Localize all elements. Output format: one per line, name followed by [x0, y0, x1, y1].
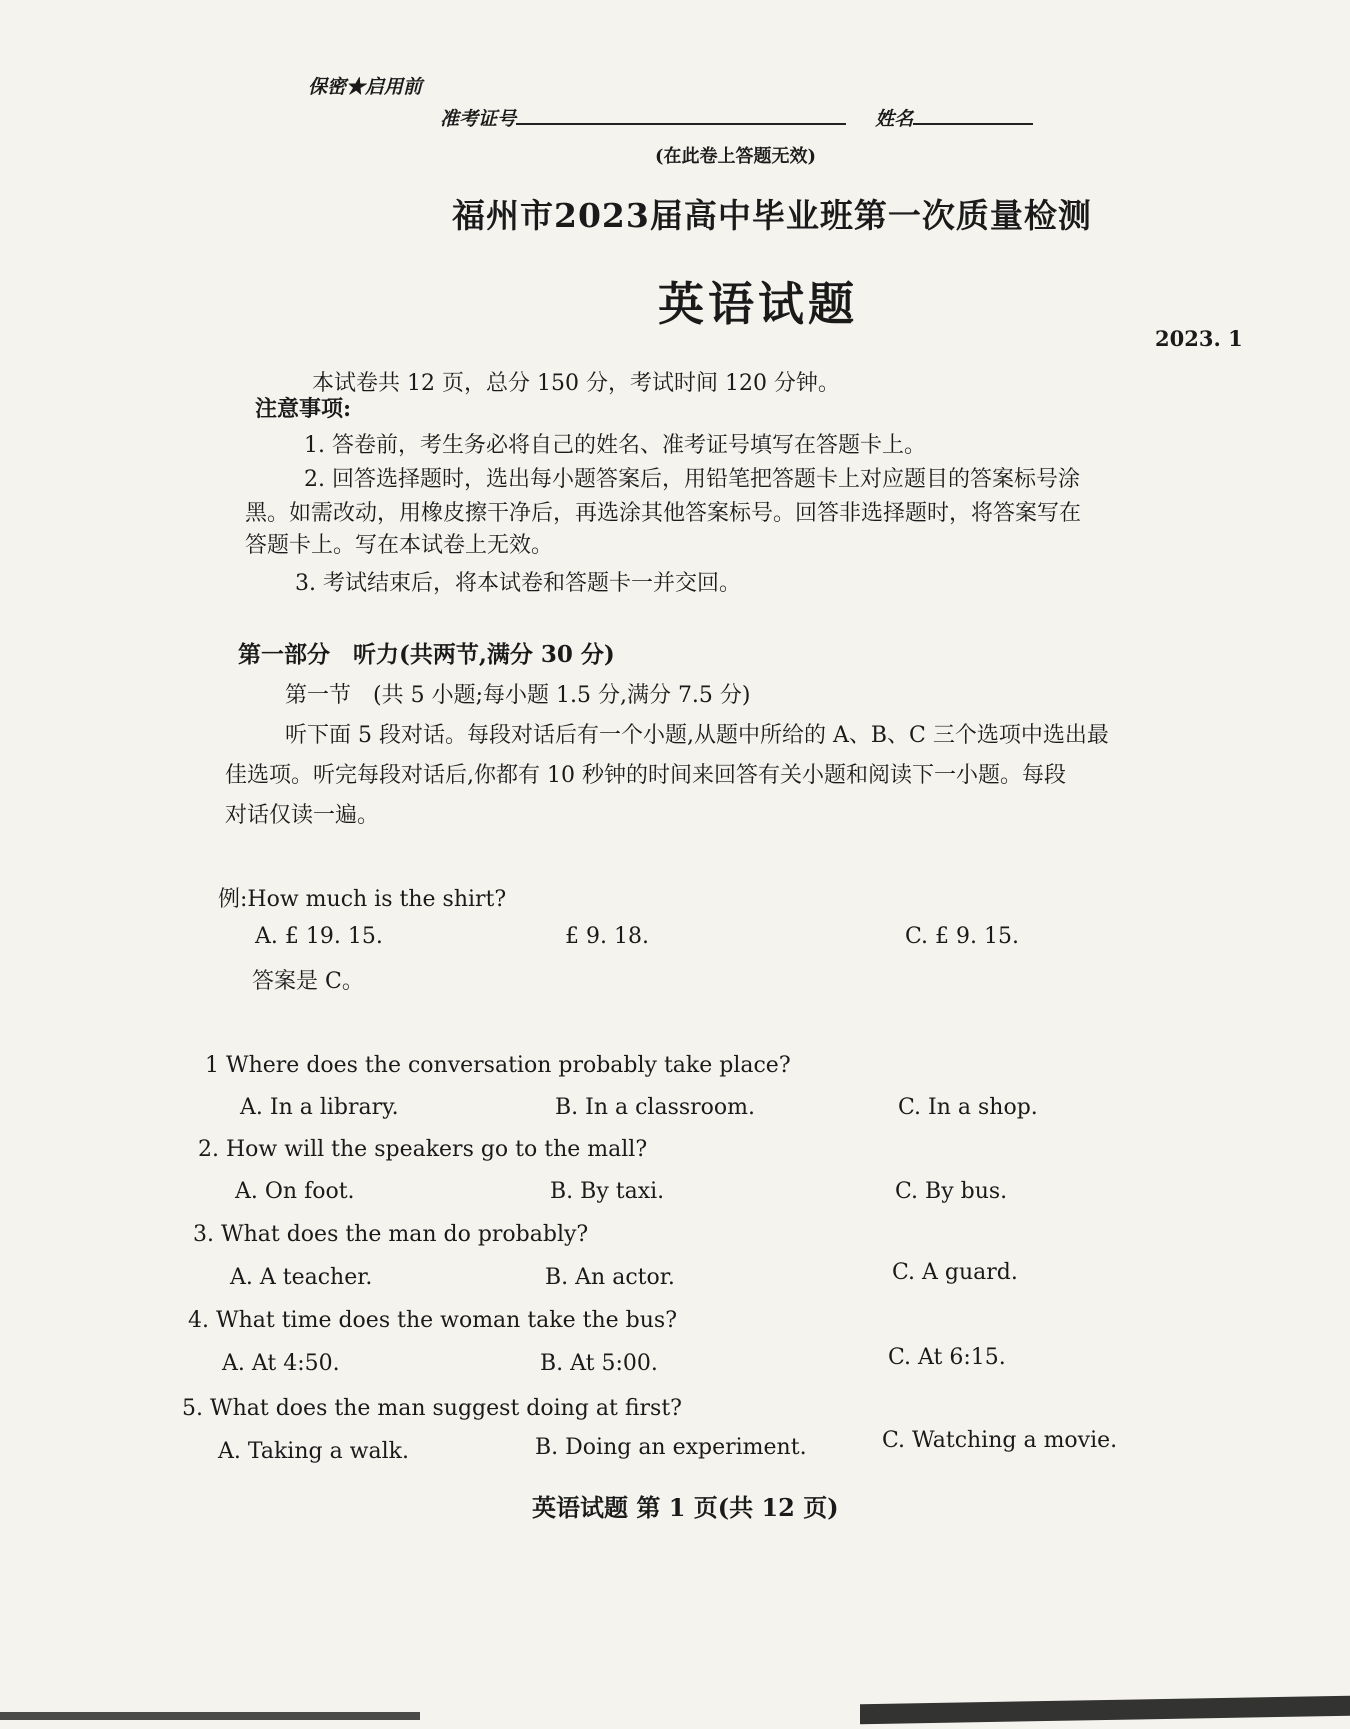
exam-id-row	[440, 104, 1033, 131]
notice-heading: 注意事项:	[255, 396, 352, 422]
question-3-option-b: B. An actor.	[545, 1265, 675, 1290]
question-1-option-c: C. In a shop.	[898, 1095, 1038, 1120]
question-4-option-c: C. At 6:15.	[888, 1345, 1006, 1370]
question-2-option-a: A. On foot.	[235, 1179, 355, 1204]
page-footer: 英语试题 第 1 页(共 12 页)	[532, 1493, 839, 1522]
notice-item-2: 2. 回答选择题时，选出每小题答案后，用铅笔把答题卡上对应题目的答案标号涂	[304, 467, 1080, 492]
question-3-option-a: A. A teacher.	[230, 1265, 373, 1290]
example-option-c: C. £ 9. 15.	[905, 924, 1019, 949]
exam-id-blank	[516, 105, 846, 125]
subject-title: 英语试题	[658, 277, 858, 331]
name-blank	[913, 105, 1033, 125]
example-answer: 答案是 C。	[252, 969, 364, 994]
question-5-option-c: C. Watching a movie.	[882, 1428, 1118, 1453]
question-4-option-a: A. At 4:50.	[222, 1351, 340, 1376]
example-option-a: A. £ 19. 15.	[255, 924, 383, 949]
section-1-heading: 第一节 (共 5 小题;每小题 1.5 分,满分 7.5 分)	[285, 683, 751, 708]
question-2-option-c: C. By bus.	[895, 1179, 1008, 1204]
notice-item-1: 1. 答卷前，考生务必将自己的姓名、准考证号填写在答题卡上。	[304, 433, 926, 458]
question-3: 3. What does the man do probably?	[193, 1222, 589, 1247]
scan-edge-artifact-left	[0, 1712, 420, 1720]
name-label: 姓名	[875, 108, 914, 130]
example-question: 例:How much is the shirt?	[218, 887, 507, 912]
part-1-heading: 第一部分 听力(共两节,满分 30 分)	[238, 641, 615, 668]
notice-item-2-line-3: 答题卡上。写在本试卷上无效。	[245, 533, 554, 558]
notice-intro: 本试卷共 12 页，总分 150 分，考试时间 120 分钟。	[312, 371, 840, 396]
exam-title: 福州市2023届高中毕业班第一次质量检测	[452, 196, 1092, 235]
question-5-option-a: A. Taking a walk.	[218, 1439, 409, 1464]
notice-item-3: 3. 考试结束后，将本试卷和答题卡一并交回。	[295, 571, 741, 596]
confidential-mark: 保密★启用前	[308, 76, 423, 98]
question-2-option-b: B. By taxi.	[550, 1179, 665, 1204]
instructions-line-2: 佳选项。听完每段对话后,你都有 10 秒钟的时间来回答有关小题和阅读下一小题。每段	[225, 763, 1066, 788]
example-option-b: £ 9. 18.	[565, 924, 649, 949]
question-1: 1 Where does the conversation probably take place?	[205, 1053, 791, 1078]
instructions-line-3: 对话仅读一遍。	[225, 803, 380, 828]
question-1-option-b: B. In a classroom.	[555, 1095, 756, 1120]
question-5: 5. What does the man suggest doing at first?	[182, 1396, 682, 1421]
instructions-line-1: 听下面 5 段对话。每段对话后有一个小题,从题中所给的 A、B、C 三个选项中选出最	[285, 723, 1109, 748]
question-1-option-a: A. In a library.	[240, 1095, 399, 1120]
question-2: 2. How will the speakers go to the mall?	[198, 1137, 648, 1162]
answer-warning: (在此卷上答题无效)	[655, 146, 817, 167]
question-5-option-b: B. Doing an experiment.	[535, 1435, 807, 1460]
exam-id-label: 准考证号	[440, 108, 517, 130]
question-4: 4. What time does the woman take the bus?	[188, 1308, 677, 1333]
scan-edge-artifact-right	[860, 1696, 1350, 1725]
question-3-option-c: C. A guard.	[892, 1260, 1018, 1285]
notice-item-2-line-2: 黑。如需改动，用橡皮擦干净后，再选涂其他答案标号。回答非选择题时，将答案写在	[245, 501, 1082, 526]
exam-date: 2023. 1	[1155, 326, 1243, 351]
question-4-option-b: B. At 5:00.	[540, 1351, 658, 1376]
